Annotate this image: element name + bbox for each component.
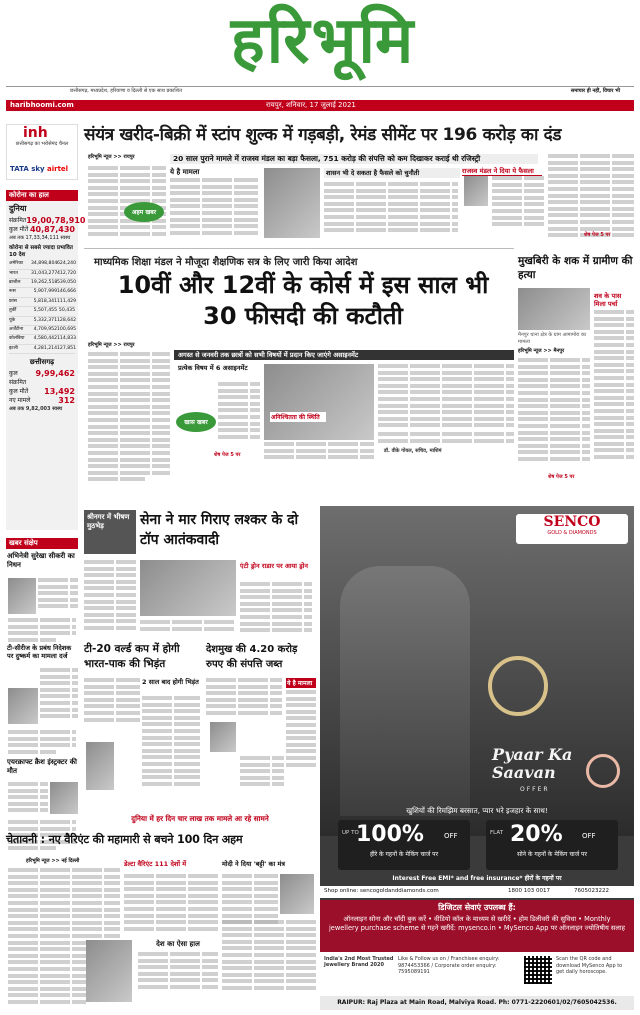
ad-qr-text: Scan the QR code and download MySenco App to get daily horoscope. (556, 956, 623, 975)
country-cell: 412,720 (57, 270, 76, 276)
brief-1-photo (8, 578, 36, 614)
country-row (9, 279, 75, 288)
lead-headline[interactable]: संयंत्र खरीद-बिक्री में स्टांप शुल्क में गड़बड़ी, रेमंड सीमेंट पर 196 करोड़ का दंड (84, 125, 562, 145)
lead-photo-cement (264, 168, 320, 238)
ad-contact-bar (320, 886, 634, 898)
ad-award: India's 2nd Most Trusted Jewellery Brand 2020 (324, 956, 394, 968)
country-cell: 19,262,518 (31, 280, 58, 285)
t20-story (84, 642, 202, 812)
ad-whatsapp[interactable]: 7605023222 (574, 888, 609, 894)
senco-ad[interactable] (320, 506, 634, 1010)
ad-brand: SENCO (543, 514, 601, 530)
ad-couple-image (340, 566, 470, 816)
corona-cg-rows (6, 369, 78, 405)
ad-digital-text: ऑनलाइन सोना और चाँदी बुक करें • वीडियो कॉल के माध्यम से खरीदें • होम डिलीवरी की सुविधा • Monthly jewellery purchase scheme से गहने खरीदें: mysenco.in • MySenco App पर ऑनलाइन ज्योतिषीय सलाह (328, 915, 626, 932)
ad-right-desc: सोने के गहनों के मेकिंग चार्ज पर (517, 851, 587, 858)
country-cell: 100,695 (57, 327, 76, 333)
edu-continued[interactable]: शेष पेज 5 पर (214, 452, 241, 458)
t20-box: 2 साल बाद होगी भिड़ंत (142, 678, 199, 686)
country-cell: रूस (9, 289, 16, 295)
stat-row (9, 216, 86, 225)
country-cell: 146,666 (57, 289, 76, 295)
tata-logo: TATA sky (10, 165, 45, 173)
edition-date: रायपुर, शनिवार, 17 जुलाई 2021 (266, 101, 356, 109)
covid-strip-text: दुनिया में हर दिन चार लाख तक मामले आ रहे सामने (131, 814, 269, 823)
country-row (9, 288, 75, 297)
corona-country-table (6, 260, 78, 354)
stat-value: 312 (58, 396, 75, 406)
country-cell: फ्रांस (9, 298, 17, 304)
lead-kicker-3: राजस्व मंडल ने दिया ये फैसला (462, 166, 542, 176)
fraud-photo (210, 722, 236, 752)
ad-footer (320, 952, 634, 996)
country-cell: 4,281,214 (33, 345, 57, 351)
edu-headline[interactable]: 10वीं और 12वीं के कोर्स में इस साल भी 30 फीसदी की कटौती (117, 271, 489, 330)
stat-row (9, 396, 75, 405)
edu-photo-building (264, 364, 374, 440)
edu-quote-by: डॉ. वीके गोयल, सचिव, माशिमं (384, 448, 442, 454)
country-cell: 5,818,341 (33, 298, 57, 304)
ad-shop[interactable]: Shop online: sencogoldanddiamonds.com (324, 888, 439, 894)
kashmir-headline[interactable]: सेना ने मार गिराए लश्कर के दो टॉप आतंकवादी (140, 512, 299, 548)
airtel-logo: airtel (47, 165, 69, 173)
edu-story (84, 252, 514, 502)
stat-value: 13,492 (44, 387, 75, 397)
brief-3-title: एयरक्राफ्ट क्रैश इंस्ट्रक्टर की मौत (7, 758, 77, 775)
corona-world-label: दुनिया (9, 204, 27, 213)
ad-brand-sub: GOLD & DIAMONDS (547, 530, 597, 536)
stat-label: कुल मौतें (9, 226, 29, 233)
country-cell: 5,507,455 (33, 308, 57, 314)
kashmir-photo (140, 560, 236, 616)
country-cell: 34,898,804 (31, 261, 58, 267)
country-cell: 127,851 (57, 345, 76, 351)
warning-box-2: मोदी ने दिया 'बट्टी' का मंत्र (222, 860, 285, 868)
ad-digital (320, 900, 634, 952)
lead-continued[interactable]: शेष पेज 5 पर (584, 232, 611, 238)
stat-value: 19,00,78,910 (26, 216, 86, 225)
country-row (9, 326, 75, 335)
masthead-sub: छत्तीसगढ़, मध्यप्रदेश, हरियाणा व दिल्ली से एक साथ प्रकाशित (70, 88, 182, 94)
lead-photo-portrait (464, 176, 488, 206)
edu-photo-label: अनिश्चितता की स्थिति (270, 412, 326, 422)
fraud-headline[interactable]: देशमुख की 4.20 करोड़ रुपए की संपत्ति जब्त (206, 644, 298, 670)
ad-right-pct: 20% (510, 822, 563, 847)
country-row (9, 335, 75, 344)
warning-box-1: डेल्टा वैरिएंट 111 देशों में (124, 860, 187, 868)
country-cell: 5,907,999 (33, 289, 57, 295)
stat-label: कुल मौतें (9, 388, 29, 396)
country-cell: 128,642 (57, 317, 76, 323)
country-row (9, 345, 75, 354)
corona-cg-recovered: अब तक 9,82,003 स्वस्थ (9, 406, 63, 413)
masthead-logo: हरिभूमि (230, 3, 416, 78)
stat-label: नए मामले (9, 397, 31, 405)
edu-superhead: माध्यमिक शिक्षा मंडल ने मौजूदा शैक्षणिक सत्र के लिए जारी किया आदेश (94, 257, 358, 268)
stat-row (9, 369, 75, 387)
lead-subhead: 20 साल पुराने मामले में राजस्व मंडल का बड़ा फैसला, 751 करोड़ की संपत्ति को कम दिखाकर कराई थी रजिस्ट्री (170, 154, 538, 164)
brief-3-photo (50, 782, 78, 814)
country-cell: 4,709,952 (33, 327, 57, 333)
ad-left-off: OFF (444, 832, 458, 840)
lead-kicker-2: शासन भी दे सकता है फैसले को चुनौती (324, 168, 460, 178)
right-news (518, 252, 634, 502)
covid-strip (84, 814, 316, 826)
country-cell: अर्जेंटीना (9, 327, 24, 333)
masthead-tagline: समाचार ही नहीं, विचार भी (570, 88, 620, 94)
stat-label: कुल संक्रमित (9, 370, 27, 387)
ad-phone[interactable]: 1800 103 0017 (508, 888, 550, 894)
country-row (9, 307, 75, 316)
fraud-box: ये है मामला (286, 678, 316, 688)
ad-address: RAIPUR: Raj Plaza at Main Road, Malviya Road. Ph: 0771-2220601/02/7605042536. (320, 996, 634, 1010)
t20-photo (86, 742, 114, 790)
right-continued[interactable]: शेष पेज 5 पर (548, 474, 575, 480)
ad-franchise: Like & Follow us on / Franchisee enquiry: 9874453366 / Corporate order enquiry: 7595089191 (398, 956, 500, 975)
inh-logo: inh (23, 125, 48, 141)
country-cell: भारत (9, 270, 18, 276)
ad-offer-left (338, 820, 470, 870)
country-cell: 5,332,371 (33, 317, 57, 323)
kashmir-tag: श्रीनगर में भीषण मुठभेड़ (84, 510, 136, 554)
country-cell: यूके (9, 317, 16, 323)
ad-brand-logo (516, 514, 628, 544)
corona-top10-title: कोरोना से सबसे ज्यादा प्रभावित 10 देश (9, 245, 73, 258)
warning-story (6, 830, 316, 1010)
brief-header: खबर संक्षेप (6, 538, 78, 549)
kashmir-side-title: एंटी ड्रोन राडार पर आया ड्रोन (240, 562, 309, 570)
ad-emi: Interest Free EMI* and free insurance* हीरों के गहनों पर (392, 875, 562, 882)
stat-value: 9,99,462 (35, 369, 75, 379)
t20-headline[interactable]: टी-20 वर्ल्ड कप में होगी भारत-पाक की भिड़ंत (84, 643, 180, 670)
kashmir-story (84, 506, 314, 640)
ad-offer-right (486, 820, 618, 870)
edu-box-title: प्रत्येक विषय में 6 असाइनमेंट (178, 364, 248, 372)
ad-right-off: OFF (582, 832, 596, 840)
masthead-band (6, 100, 634, 111)
stat-row (9, 387, 75, 396)
country-row (9, 317, 75, 326)
ad-offer-word: OFFER (520, 786, 550, 793)
country-row (9, 270, 75, 279)
warning-byline: हरिभूमि न्यूज >> नई दिल्ली (26, 858, 80, 864)
ad-left-desc: हीरे के गहनों के मेकिंग चार्ज पर (369, 851, 439, 858)
ad-upto: UP TO (342, 830, 359, 836)
corona-world-rows (6, 216, 86, 242)
masthead (0, 0, 640, 118)
corona-box (6, 190, 86, 530)
modi-photo (280, 874, 314, 914)
country-cell: इटली (9, 345, 18, 351)
ad-ring (586, 754, 620, 788)
brief-2-title: टी-सीरीज के प्रबंध निदेशक पर दुष्कर्म का मामला दर्ज (7, 644, 72, 660)
lead-byline: हरिभूमि न्यूज >> रायपुर (88, 154, 135, 160)
inh-sub: छत्तीसगढ़ का भरोसेमंद चैनल (15, 141, 69, 147)
stat-value: 40,87,430 (29, 225, 75, 234)
stat-row: अब तक 17,33,34,111 स्वस्थ (9, 235, 71, 241)
country-cell: 50,435 (58, 308, 75, 314)
ad-flat: FLAT (490, 830, 504, 836)
edu-strap: अगस्त से जनवरी तक छात्रों को सभी विषयों में प्रदान किए जाएंगे असाइनमेंट (174, 350, 514, 360)
country-cell: कोलंबिया (9, 336, 25, 342)
brief-1-title: अभिनेत्री सुरेखा सीकरी का निधन (7, 552, 75, 569)
ad-left-pct: 100% (356, 822, 424, 847)
right-caption: मैनपुर थाना क्षेत्र के ग्राम आमामोरा का मामला (518, 332, 587, 345)
country-cell: अमेरिका (9, 261, 24, 267)
edu-badge: खास खबर (176, 412, 216, 432)
right-byline: हरिभूमि न्यूज >> मैनपुर (518, 348, 565, 354)
country-row (9, 260, 75, 269)
warning-box-3: देश का ऐसा हाल (156, 940, 200, 948)
lead-badge: अहम खबर (124, 202, 164, 222)
right-photo (518, 288, 590, 330)
country-cell: ब्राजील (9, 280, 21, 285)
country-cell: 539,050 (57, 280, 76, 285)
site-url[interactable]: haribhoomi.com (10, 101, 74, 109)
stat-row (9, 225, 75, 234)
ad-tagline: खुशियों की रिमझिम बरसात, प्यार भरे इजहार के साथ! (406, 806, 548, 815)
country-cell: 111,429 (57, 298, 76, 304)
lead-kicker-1: ये है मामला (170, 168, 200, 176)
ad-bracelet (488, 656, 548, 716)
country-cell: 114,833 (57, 336, 76, 342)
ad-offer-title: Pyaar Ka Saavan (492, 745, 573, 782)
corona-title: कोरोना का हाल (6, 190, 78, 201)
right-red-title: शव के पास मिला पर्चा (594, 292, 622, 308)
inh-ad (6, 124, 78, 180)
warning-headline[interactable]: चेतावनी : नए वैरिएंट की महामारी से बचने 100 दिन अहम (6, 833, 243, 846)
fraud-story (206, 642, 316, 812)
warning-photo (86, 940, 132, 1002)
corona-cg-label: छत्तीसगढ़ (29, 358, 55, 367)
country-cell: 4,580,442 (33, 336, 57, 342)
right-headline[interactable]: मुखबिरी के शक में ग्रामीण की हत्या (518, 255, 633, 281)
stat-label: संक्रमित (9, 217, 27, 224)
brief-2-photo (8, 688, 38, 724)
country-row (9, 298, 75, 307)
country-cell: 31,043,277 (31, 270, 58, 276)
country-cell: तुर्की (9, 308, 17, 314)
edu-byline: हरिभूमि न्यूज >> रायपुर (88, 342, 135, 348)
ad-qr-code[interactable] (524, 956, 552, 984)
ad-digital-title: डिजिटल सेवाएं उपलब्ध हैं: (438, 903, 516, 912)
lead-story (84, 120, 634, 245)
country-cell: 624,240 (57, 261, 76, 267)
